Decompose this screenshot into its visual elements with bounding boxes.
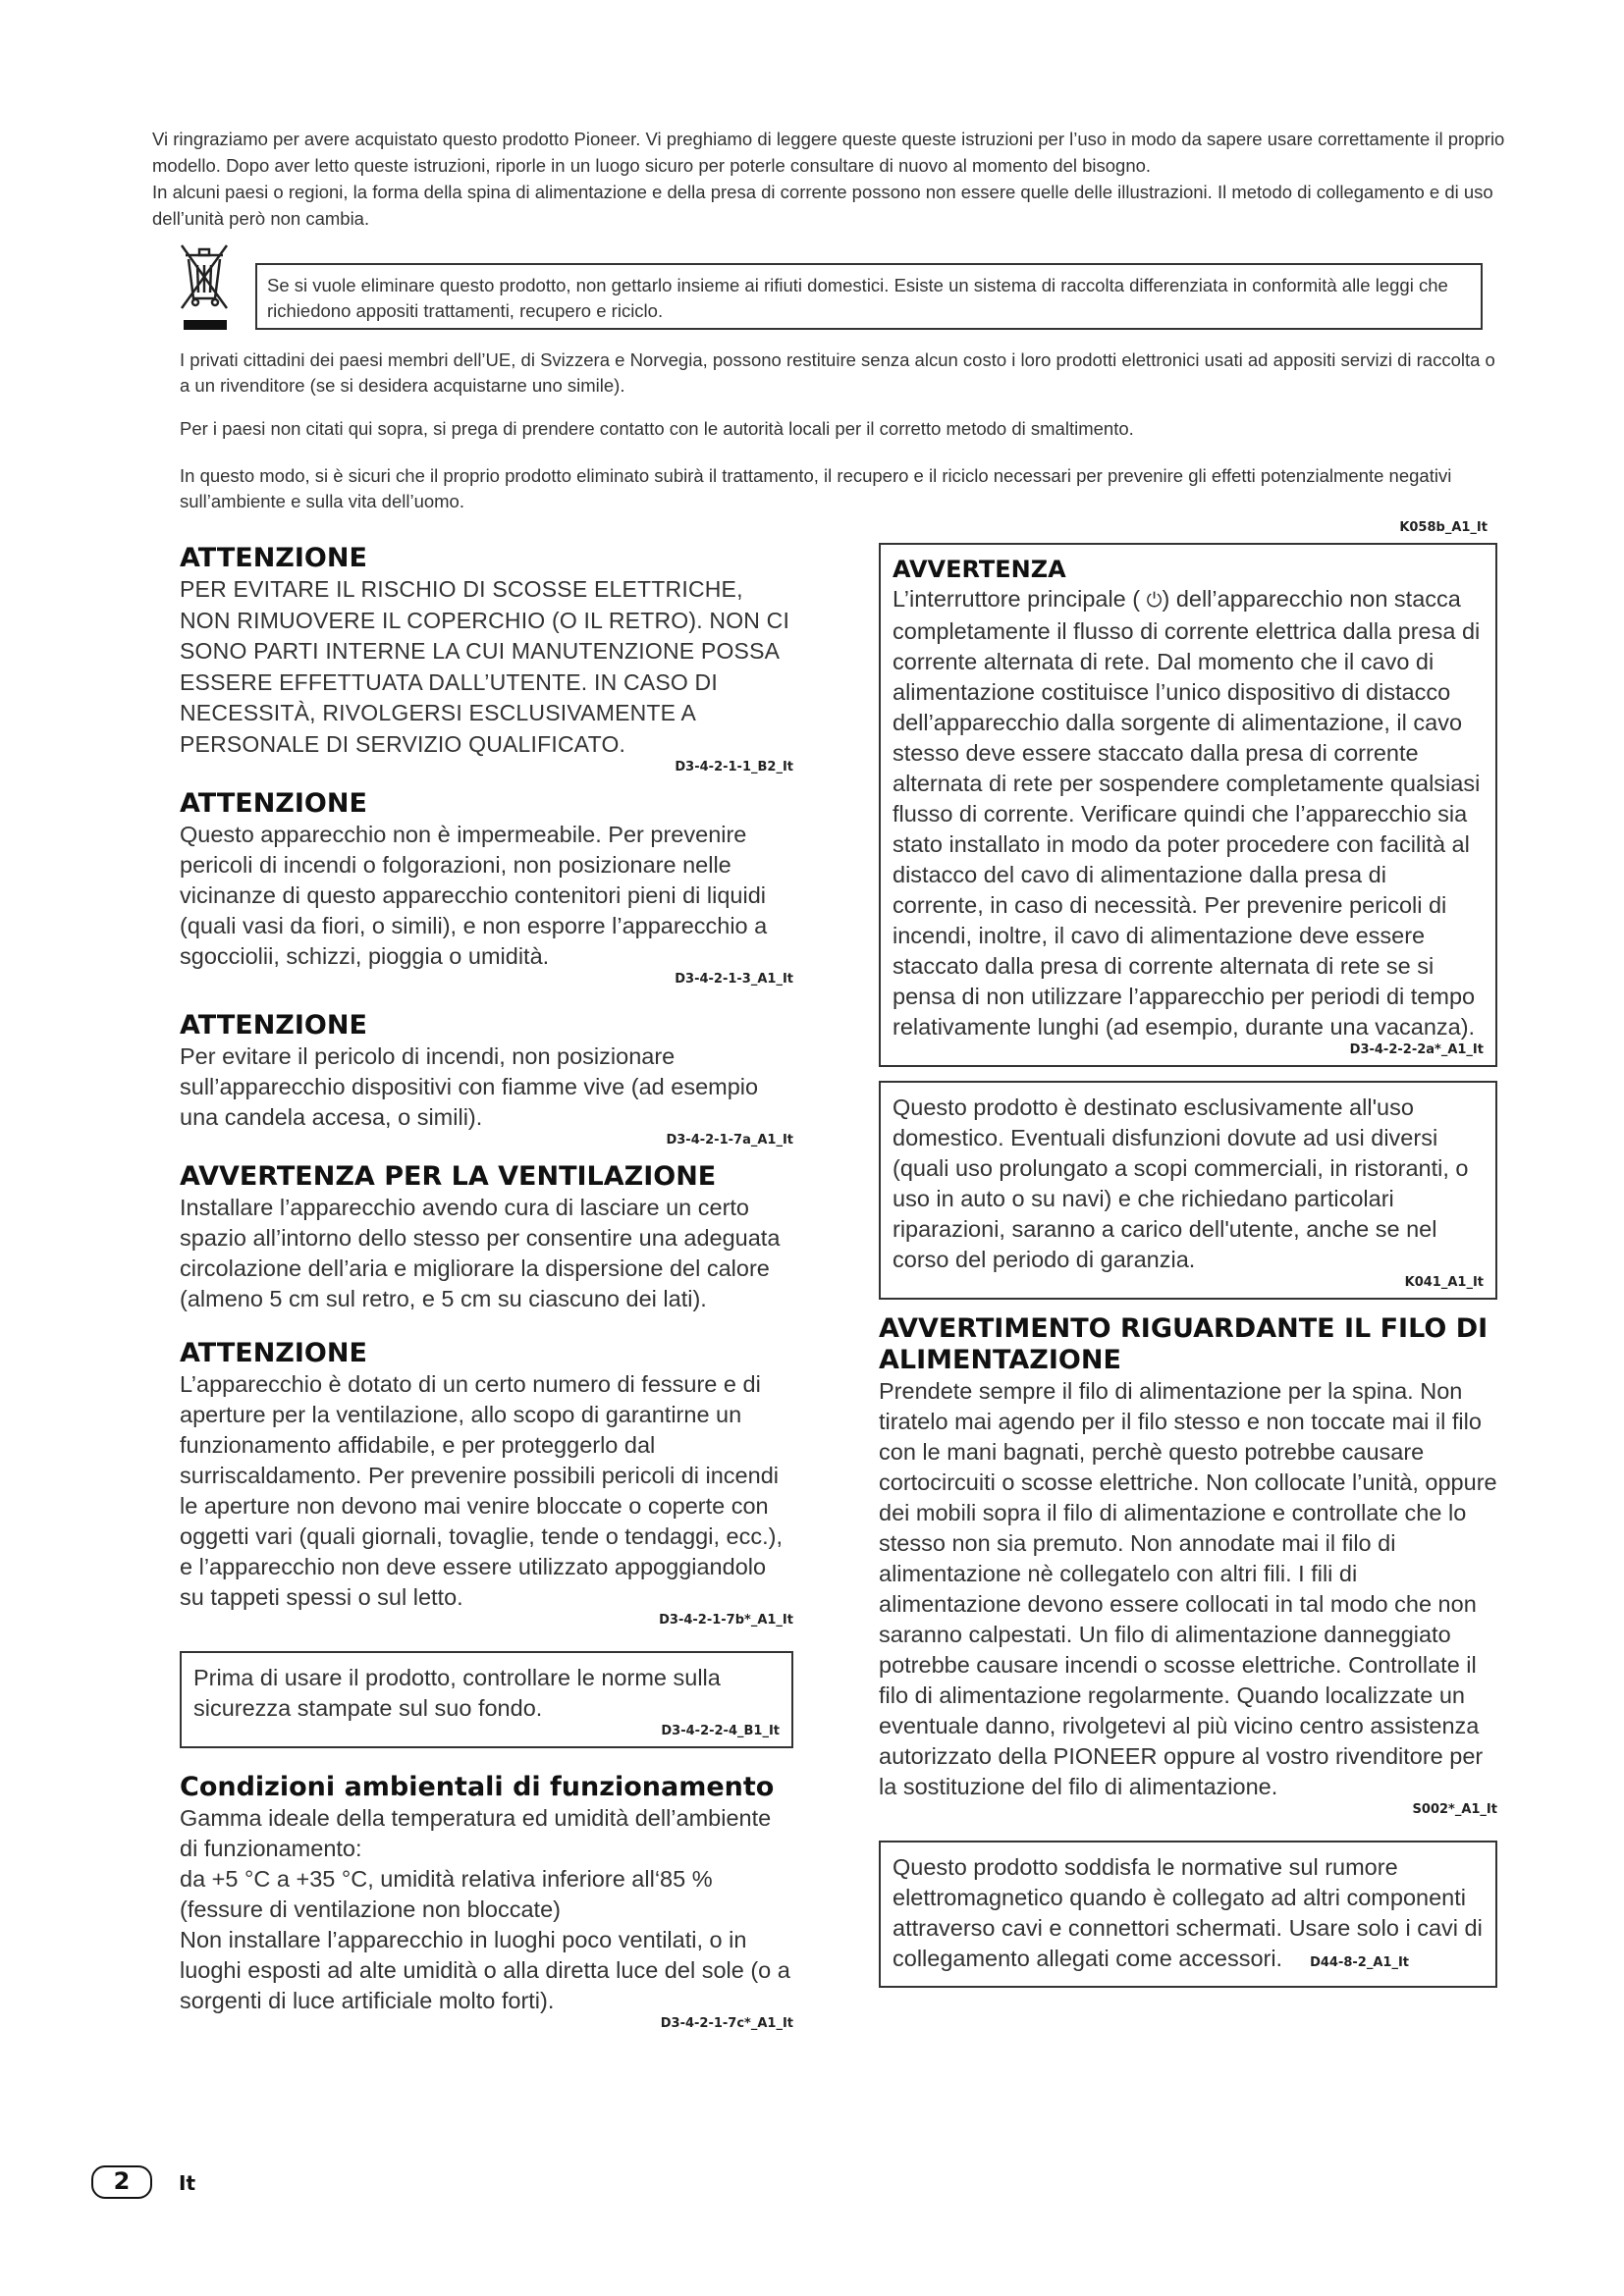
section-heading: ATTENZIONE xyxy=(180,543,367,573)
conditions-line-1: Gamma ideale della temperatura ed umidità dell’ambiente di funzionamento: xyxy=(180,1805,772,1861)
section-code: D44-8-2_A1_It xyxy=(1310,1955,1410,1970)
warning-section-shock xyxy=(180,543,793,774)
conditions-line-3: Non installare l’apparecchio in luoghi poco ventilati, o in luoghi esposti ad alte umidità o alla diretta luce del sole (o a sorgenti di luce artificiale molto forti). xyxy=(180,1927,790,2013)
body-after: ) dell’apparecchio non stacca completamente il flusso di corrente elettrica dalla presa di corrente alternata di rete. Dal momento che il cavo di alimentazione costituisce l’unico dispositivo di distacco dell’apparecchio dalla sorgente di alimentazione, il cavo stesso deve essere staccato dalla presa di corrente alternata di rete per sospendere completamente qualsiasi flusso di corrente. Verificare quindi che l’apparecchio sia stato installato in modo da poter procedere con facilità al distacco del cavo di alimentazione dalla presa di corrente, in caso di necessità. Per prevenire pericoli di incendi, inoltre, il cavo di alimentazione deve essere staccato dalla presa di corrente alternata di rete se si pensa di non utilizzare l’apparecchio per periodi di tempo relativamente lunghi (ad esempio, durante una vacanza). xyxy=(893,586,1481,1040)
section-body: Questo apparecchio non è impermeabile. Per prevenire pericoli di incendi o folgorazioni, non posizionare nelle vicinanze di questo apparecchio contenitori pieni di liquidi (quali vasi da fiori, o simili), e non esporre l’apparecchio a sgocciolii, schizzi, pioggia o umidità. xyxy=(180,822,768,969)
section-heading: AVVERTENZA xyxy=(893,556,1066,583)
body-before: L’interruttore principale ( xyxy=(893,586,1141,612)
section-heading: Condizioni ambientali di funzionamento xyxy=(180,1772,775,1802)
section-body: Installare l’apparecchio avendo cura di lasciare un certo spazio all’intorno dello stesso per consentire una adeguata circolazione dell’aria e migliorare la dispersione del calore (almeno 5 cm sul retro, e 5 cm su ciascuno dei lati). xyxy=(180,1195,781,1311)
section-heading: ATTENZIONE xyxy=(180,1010,367,1041)
left-column xyxy=(180,543,793,2031)
intro-paragraph-2: In alcuni paesi o regioni, la forma della spina di alimentazione e della presa di corrente possono non essere quelle delle illustrazioni. Il metodo di collegamento e di uso dell’unità però non cambia. xyxy=(152,182,1493,229)
section-code: D3-4-2-1-1_B2_It xyxy=(675,760,793,774)
section-body xyxy=(893,584,1484,1042)
conditions-line-2: da +5 °C a +35 °C, umidità relativa inferiore all‘85 % (fessure di ventilazione non bloccate) xyxy=(180,1866,713,1922)
section-code: D3-4-2-1-7b*_A1_It xyxy=(659,1613,793,1628)
power-icon: ⏻ xyxy=(1146,590,1163,612)
section-body: Prima di usare il prodotto, controllare le norme sulla sicurezza stampate sul suo fondo. xyxy=(193,1665,721,1721)
section-heading: AVVERTENZA PER LA VENTILAZIONE xyxy=(180,1161,717,1192)
weee-paragraph-3: In questo modo, si è sicuri che il proprio prodotto eliminato subirà il trattamento, il recupero e il riciclo necessari per prevenire gli effetti potenzialmente negativi sull’ambiente e sulla vita dell’uomo. xyxy=(180,465,1452,511)
section-code: D3-4-2-2-2a*_A1_It xyxy=(1349,1042,1484,1057)
section-body xyxy=(893,1852,1484,1978)
section-code: D3-4-2-2-4_B1_It xyxy=(661,1724,780,1738)
section-code: D3-4-2-1-7c*_A1_It xyxy=(660,2016,793,2031)
avvertenza-box xyxy=(879,543,1497,1067)
section-heading: ATTENZIONE xyxy=(180,788,367,819)
operating-conditions-section xyxy=(180,1772,793,2031)
section-body: Prendete sempre il filo di alimentazione per la spina. Non tiratelo mai agendo per il filo stesso e non toccate mai il filo con le mani bagnati, perchè questo potrebbe causare cortocircuiti o scosse elettriche. Non collocate l’unità, oppure dei mobili sopra il filo di alimentazione e controllate che lo stesso non sia premuto. Non annodate mai il filo di alimentazione nè collegatelo con altri fili. I fili di alimentazione devono essere collocati in tal modo che non saranno calpestati. Un filo di alimentazione danneggiato potrebbe causare incendi o scosse elettriche. Controllate il filo di alimentazione regolarmente. Quando localizzate un eventuale danno, rivolgetevi al più vicino centro assistenza autorizzato della PIONEER oppure al vostro rivenditore per la sostituzione del filo di alimentazione. xyxy=(879,1378,1497,1799)
weee-code: K058b_A1_It xyxy=(1399,520,1488,535)
intro-paragraph-1: Vi ringraziamo per avere acquistato questo prodotto Pioneer. Vi preghiamo di leggere queste queste istruzioni per l’uso in modo da sapere usare correttamente il proprio modello. Dopo aver letto queste istruzioni, riporle in un luogo sicuro per poterle consultare di nuovo al momento del bisogno. xyxy=(152,129,1505,176)
safety-label-box xyxy=(180,1651,793,1748)
weee-notice-box: Se si vuole eliminare questo prodotto, non gettarlo insieme ai rifiuti domestici. Esiste un sistema di raccolta differenziata in conformità alle leggi che richiedono appositi trattamenti, recupero e riciclo. xyxy=(255,263,1483,330)
section-body: PER EVITARE IL RISCHIO DI SCOSSE ELETTRICHE, NON RIMUOVERE IL COPERCHIO (O IL RETRO). NON CI SONO PARTI INTERNE LA CUI MANUTENZIONE POSSA ESSERE EFFETTUATA DALL’UTENTE. IN CASO DI NECESSITÀ, RIVOLGERSI ESCLUSIVAMENTE A PERSONALE DI SERVIZIO QUALIFICATO. xyxy=(180,576,790,757)
section-body: Per evitare il pericolo di incendi, non posizionare sull’apparecchio dispositivi con fiamme vive (ad esempio una candela accesa, o simili). xyxy=(180,1043,759,1130)
section-code: K041_A1_It xyxy=(1404,1275,1484,1290)
weee-paragraph-2: Per i paesi non citati qui sopra, si prega di prendere contatto con le autorità locali per il corretto metodo di smaltimento. xyxy=(180,418,1134,439)
ventilation-section xyxy=(180,1161,793,1314)
page-number: 2 xyxy=(91,2165,152,2199)
warning-section-water xyxy=(180,788,793,987)
warning-section-flame xyxy=(180,1010,793,1148)
section-heading: AVVERTIMENTO RIGUARDANTE IL FILO DI ALIMENTAZIONE xyxy=(879,1313,1489,1375)
language-code: It xyxy=(179,2171,196,2195)
weee-paragraph-1: I privati cittadini dei paesi membri dell’UE, di Svizzera e Norvegia, possono restituire senza alcun costo i loro prodotti elettronici usati ad appositi servizi di raccolta o a un rivenditore (se si desidera acquistarne uno simile). xyxy=(180,349,1495,396)
section-code: S002*_A1_It xyxy=(1412,1802,1497,1817)
power-cord-section xyxy=(879,1313,1497,1817)
section-code: D3-4-2-1-7a_A1_It xyxy=(666,1133,793,1148)
domestic-use-box xyxy=(879,1081,1497,1300)
crossed-bin-icon xyxy=(180,241,231,332)
section-code: D3-4-2-1-3_A1_It xyxy=(675,972,793,987)
section-body: L’apparecchio è dotato di un certo numero di fessure e di aperture per la ventilazione, allo scopo di garantirne un funzionamento affidabile, e per proteggerlo dal surriscaldamento. Per prevenire possibili pericoli di incendi le aperture non devono mai venire bloccate o coperte con oggetti vari (quali giornali, tovaglie, tende o tendaggi, ecc.), e l’apparecchio non deve essere utilizzato appoggiandolo su tappeti spessi o sul letto. xyxy=(180,1371,783,1610)
warning-section-openings xyxy=(180,1338,793,1628)
intro xyxy=(152,126,1527,232)
emc-box xyxy=(879,1841,1497,1988)
section-heading: ATTENZIONE xyxy=(180,1338,367,1368)
section-body: Questo prodotto è destinato esclusivamente all'uso domestico. Eventuali disfunzioni dovute ad usi diversi (quali uso prolungato a scopi commerciali, in ristoranti, o uso in auto o su navi) e che richiedano particolari riparazioni, saranno a carico dell'utente, anche se nel corso del periodo di garanzia. xyxy=(893,1095,1469,1272)
emc-text: Questo prodotto soddisfa le normative sul rumore elettromagnetico quando è collegato ad altri componenti attraverso cavi e connettori schermati. Usare solo i cavi di collegamento allegati come accessori. xyxy=(893,1854,1483,1971)
right-column xyxy=(879,543,1497,1988)
